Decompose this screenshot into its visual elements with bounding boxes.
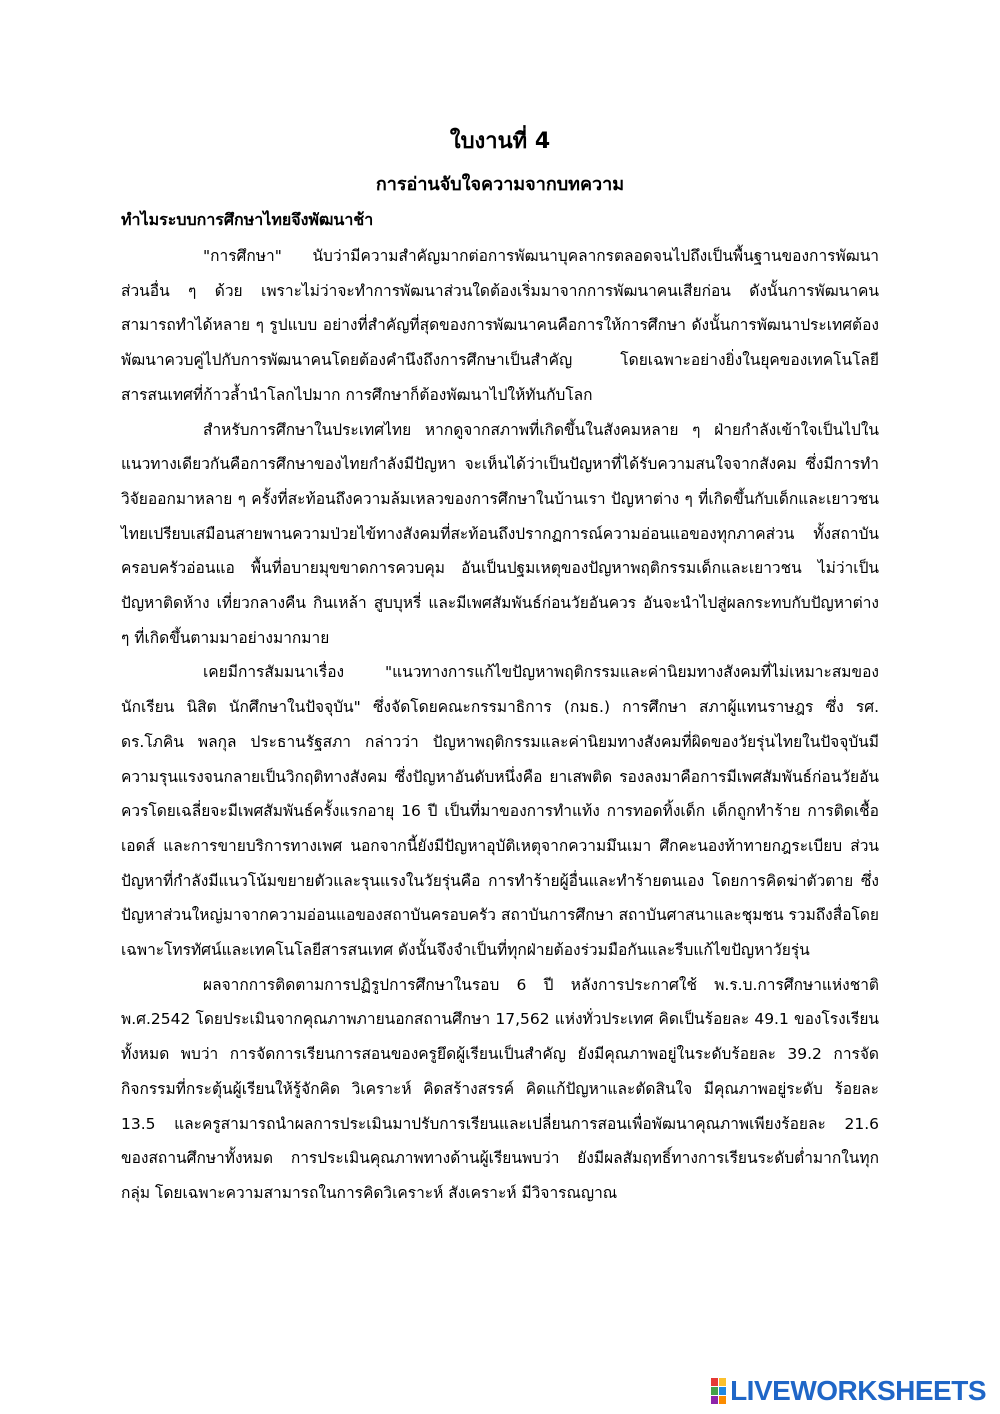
article-body (121, 239, 879, 1211)
worksheet-title: ใบงานที่ 4 (449, 129, 551, 154)
paragraph-2: สำหรับการศึกษาในประเทศไทย หากดูจากสภาพที่เกิดขึ้นในสังคมหลาย ๆ ฝ่ายกำลังเข้าใจเป็นไปในแนวทางเดียวกันคือการศึกษาของไทยกำลังมีปัญหา จะเห็นได้ว่าเป็นปัญหาที่ได้รับความสนใจจากสังคม ซึ่งมีการทำวิจัยออกมาหลาย ๆ ครั้งที่สะท้อนถึงความล้มเหลวของการศึกษาในบ้านเรา ปัญหาต่าง ๆ ที่เกิดขึ้นกับเด็กและเยาวชนไทยเปรียบเสมือนสายพานความป่วยไข้ทางสังคมที่สะท้อนถึงปรากฏการณ์ความอ่อนแอของทุกภาคส่วน ทั้งสถาบันครอบครัวอ่อนแอ พื้นที่อบายมุขขาดการควบคุม อันเป็นปฐมเหตุของปัญหาพฤติกรรมเด็กและเยาวชน ไม่ว่าเป็นปัญหาติดห้าง เที่ยวกลางคืน กินเหล้า สูบบุหรี่ และมีเพศสัมพันธ์ก่อนวัยอันควร อันจะนำไปสู่ผลกระทบกับปัญหาต่าง ๆ ที่เกิดขึ้นตามมาอย่างมากมาย (121, 420, 879, 647)
logo-text: LIVEWORKSHEETS (730, 1375, 986, 1406)
paragraph-4: ผลจากการติดตามการปฏิรูปการศึกษาในรอบ 6 ปี หลังการประกาศใช้ พ.ร.บ.การศึกษาแห่งชาติ พ.ศ.2542 โดยประเมินจากคุณภาพภายนอกสถานศึกษา 17,562 แห่งทั่วประเทศ คิดเป็นร้อยละ 49.1 ของโรงเรียนทั้งหมด พบว่า การจัดการเรียนการสอนของครูยึดผู้เรียนเป็นสำคัญ ยังมีคุณภาพอยู่ในระดับร้อยละ 39.2 การจัดกิจกรรมที่กระตุ้นผู้เรียนให้รู้จักคิด วิเคราะห์ คิดสร้างสรรค์ คิดแก้ปัญหาและตัดสินใจ มีคุณภาพอยู่ระดับ ร้อยละ 13.5 และครูสามารถนำผลการประเมินมาปรับการเรียนและเปลี่ยนการสอนเพื่อพัฒนาคุณภาพเพียงร้อยละ 21.6 ของสถานศึกษาทั้งหมด การประเมินคุณภาพทางด้านผู้เรียนพบว่า ยังมีผลสัมฤทธิ์ทางการเรียนระดับต่ำมากในทุกกลุ่ม โดยเฉพาะความสามารถในการคิดวิเคราะห์ สังเคราะห์ มีวิจารณญาณ (121, 975, 879, 1202)
paragraph-3: เคยมีการสัมมนาเรื่อง "แนวทางการแก้ไขปัญหาพฤติกรรมและค่านิยมทางสังคมที่ไม่เหมาะสมของนักเรียน นิสิต นักศึกษาในปัจจุบัน" ซึ่งจัดโดยคณะกรรมาธิการ (กมธ.) การศึกษา สภาผู้แทนราษฎร ซึ่ง รศ. ดร.โภคิน พลกุล ประธานรัฐสภา กล่าวว่า ปัญหาพฤติกรรมและค่านิยมทางสังคมที่ผิดของวัยรุ่นไทยในปัจจุบันมีความรุนแรงจนกลายเป็นวิกฤติทางสังคม ซึ่งปัญหาอันดับหนึ่งคือ ยาเสพติด รองลงมาคือการมีเพศสัมพันธ์ก่อนวัยอันควรโดยเฉลี่ยจะมีเพศสัมพันธ์ครั้งแรกอายุ 16 ปี เป็นที่มาของการทำแท้ง การทอดทิ้งเด็ก เด็กถูกทำร้าย การติดเชื้อเอดส์ และการขายบริการทางเพศ นอกจากนี้ยังมีปัญหาอุบัติเหตุจากความมึนเมา ศึกคะนองท้าทายกฎระเบียบ ส่วนปัญหาที่กำลังมีแนวโน้มขยายตัวและรุนแรงในวัยรุ่นคือ การทำร้ายผู้อื่นและทำร้ายตนเอง โดยการคิดฆ่าตัวตาย ซึ่งปัญหาส่วนใหญ่มาจากความอ่อนแอของสถาบันครอบครัว สถาบันการศึกษา สถาบันศาสนาและชุมชน รวมถึงสื่อโดยเฉพาะโทรทัศน์และเทคโนโลยีสารสนเทศ ดังนั้นจึงจำเป็นที่ทุกฝ่ายต้องร่วมมือกันและรีบแก้ไขปัญหาวัยรุ่น (121, 663, 879, 960)
liveworksheets-logo (711, 1374, 986, 1408)
paragraph-1: "การศึกษา" นับว่ามีความสำคัญมากต่อการพัฒนาบุคลากรตลอดจนไปถึงเป็นพื้นฐานของการพัฒนาส่วนอื่น ๆ ด้วย เพราะไม่ว่าจะทำการพัฒนาส่วนใดต้องเริ่มมาจากการพัฒนาคนเสียก่อน ดังนั้นการพัฒนาคนสามารถทำได้หลาย ๆ รูปแบบ อย่างที่สำคัญที่สุดของการพัฒนาคนคือการให้การศึกษา ดังนั้นการพัฒนาประเทศต้องพัฒนาควบคู่ไปกับการพัฒนาคนโดยต้องคำนึงถึงการศึกษาเป็นสำคัญ โดยเฉพาะอย่างยิ่งในยุคของเทคโนโลยีสารสนเทศที่ก้าวล้ำนำโลกไปมาก การศึกษาก็ต้องพัฒนาไปให้ทันกับโลก (121, 247, 879, 404)
logo-square (711, 1378, 718, 1386)
article-heading: ทำไมระบบการศึกษาไทยจึงพัฒนาช้า (121, 210, 374, 229)
logo-square (719, 1387, 726, 1395)
logo-square (711, 1387, 718, 1395)
logo-square (719, 1378, 726, 1386)
logo-square (719, 1396, 726, 1404)
logo-square (711, 1396, 718, 1404)
worksheet-subtitle: การอ่านจับใจความจากบทความ (375, 174, 625, 195)
liveworksheets-logo-icon (711, 1378, 726, 1404)
